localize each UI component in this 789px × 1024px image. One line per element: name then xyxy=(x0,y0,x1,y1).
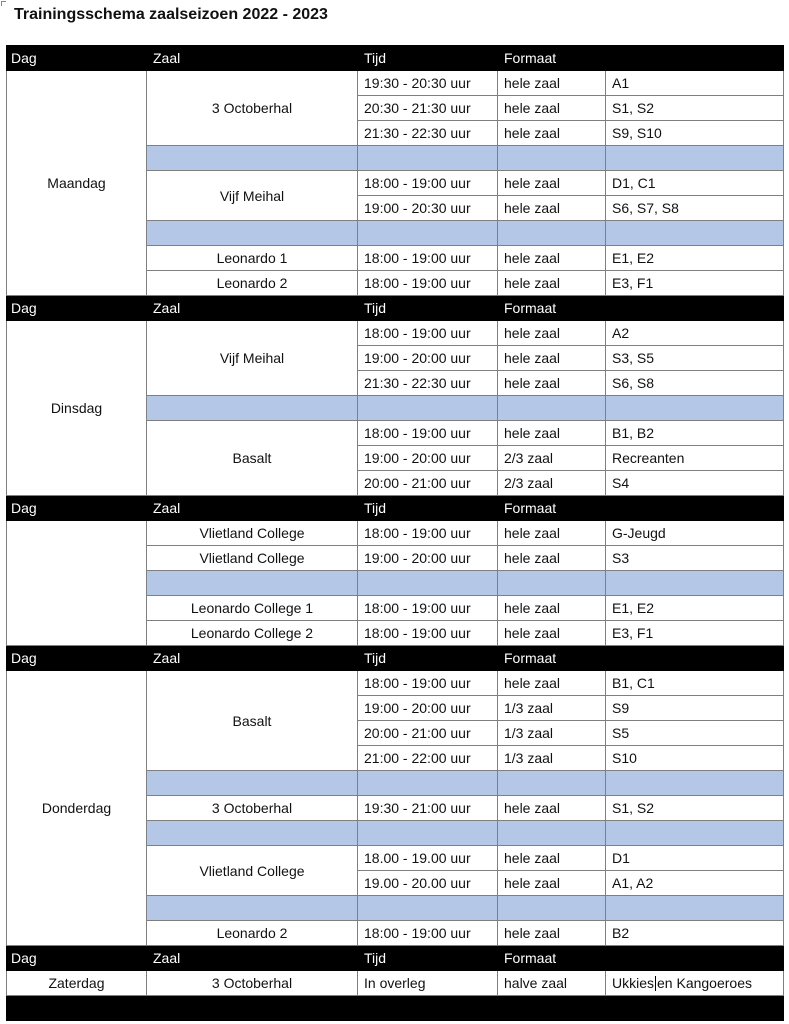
format-cell: hele zaal xyxy=(498,71,606,96)
text-cursor xyxy=(655,976,656,991)
group-text-a: Ukkies xyxy=(612,974,655,991)
header-tijd: Tijd xyxy=(358,946,498,971)
hall-cell: Vijf Meihal xyxy=(147,321,358,396)
format-cell: hele zaal xyxy=(498,521,606,546)
time-cell: 21:30 - 22:30 uur xyxy=(358,371,498,396)
format-cell: hele zaal xyxy=(498,671,606,696)
group-cell: S6, S8 xyxy=(606,371,784,396)
table-row xyxy=(7,671,784,696)
hall-cell: Basalt xyxy=(147,421,358,496)
header-tijd: Tijd xyxy=(358,296,498,321)
hall-cell: Vlietland College xyxy=(147,546,358,571)
day-cell-dinsdag: Dinsdag xyxy=(7,321,147,496)
time-cell: 20:30 - 21:30 uur xyxy=(358,96,498,121)
hall-cell: Leonardo 2 xyxy=(147,921,358,946)
format-cell: hele zaal xyxy=(498,421,606,446)
header-formaat: Formaat xyxy=(498,496,784,521)
group-cell: S9, S10 xyxy=(606,121,784,146)
group-cell: S4 xyxy=(606,471,784,496)
header-formaat: Formaat xyxy=(498,946,784,971)
time-cell: 18:00 - 19:00 uur xyxy=(358,671,498,696)
time-cell: 18:00 - 19:00 uur xyxy=(358,596,498,621)
group-cell: G-Jeugd xyxy=(606,521,784,546)
header-row xyxy=(7,46,784,71)
header-dag: Dag xyxy=(7,946,147,971)
time-cell: 20:00 - 21:00 uur xyxy=(358,471,498,496)
time-cell: 19:00 - 20:00 uur xyxy=(358,546,498,571)
time-cell: 19.00 - 20.00 uur xyxy=(358,871,498,896)
time-cell: 19:00 - 20:30 uur xyxy=(358,196,498,221)
group-cell: S3 xyxy=(606,546,784,571)
time-cell: 19:30 - 20:30 uur xyxy=(358,71,498,96)
header-formaat: Formaat xyxy=(498,296,784,321)
format-cell: hele zaal xyxy=(498,796,606,821)
time-cell: 18:00 - 19:00 uur xyxy=(358,421,498,446)
format-cell: 1/3 zaal xyxy=(498,746,606,771)
header-zaal: Zaal xyxy=(147,46,358,71)
hall-cell: Leonardo College 1 xyxy=(147,596,358,621)
header-dag: Dag xyxy=(7,496,147,521)
header-formaat: Formaat xyxy=(498,46,784,71)
header-formaat: Formaat xyxy=(498,646,784,671)
hall-cell: 3 Octoberhal xyxy=(147,971,358,996)
format-cell: hele zaal xyxy=(498,321,606,346)
time-cell: 18:00 - 19:00 uur xyxy=(358,246,498,271)
group-cell: S1, S2 xyxy=(606,96,784,121)
time-cell: 18:00 - 19:00 uur xyxy=(358,621,498,646)
hall-cell: 3 Octoberhal xyxy=(147,796,358,821)
header-zaal: Zaal xyxy=(147,496,358,521)
format-cell: hele zaal xyxy=(498,346,606,371)
header-row xyxy=(7,646,784,671)
header-tijd: Tijd xyxy=(358,646,498,671)
time-cell: 18.00 - 19.00 uur xyxy=(358,846,498,871)
format-cell: 1/3 zaal xyxy=(498,696,606,721)
format-cell: hele zaal xyxy=(498,846,606,871)
hall-cell: Vlietland College xyxy=(147,846,358,896)
hall-cell: Leonardo College 2 xyxy=(147,621,358,646)
table-row xyxy=(7,321,784,346)
page-corner-mark xyxy=(1,1,6,6)
header-dag: Dag xyxy=(7,296,147,321)
format-cell: hele zaal xyxy=(498,96,606,121)
time-cell: 18:00 - 19:00 uur xyxy=(358,921,498,946)
time-cell: In overleg xyxy=(358,971,498,996)
group-cell: B2 xyxy=(606,921,784,946)
format-cell: hele zaal xyxy=(498,271,606,296)
time-cell: 19:30 - 21:00 uur xyxy=(358,796,498,821)
time-cell: 20:00 - 21:00 uur xyxy=(358,721,498,746)
format-cell: hele zaal xyxy=(498,121,606,146)
group-cell: S1, S2 xyxy=(606,796,784,821)
group-text-b: en Kangoeroes xyxy=(657,974,752,991)
format-cell: hele zaal xyxy=(498,171,606,196)
format-cell: hele zaal xyxy=(498,596,606,621)
header-row xyxy=(7,496,784,521)
format-cell: hele zaal xyxy=(498,196,606,221)
header-row xyxy=(7,946,784,971)
footer-bar xyxy=(7,996,784,1021)
format-cell: 1/3 zaal xyxy=(498,721,606,746)
time-cell: 19:00 - 20:00 uur xyxy=(358,696,498,721)
hall-cell: Vlietland College xyxy=(147,521,358,546)
hall-cell: Vijf Meihal xyxy=(147,171,358,221)
training-schedule-table xyxy=(6,45,784,1021)
day-cell-empty xyxy=(7,521,147,646)
group-cell: D1 xyxy=(606,846,784,871)
group-cell: E3, F1 xyxy=(606,621,784,646)
document-title: Trainingsschema zaalseizoen 2022 - 2023 xyxy=(14,6,328,23)
group-cell: E1, E2 xyxy=(606,596,784,621)
time-cell: 21:30 - 22:30 uur xyxy=(358,121,498,146)
time-cell: 21:00 - 22:00 uur xyxy=(358,746,498,771)
format-cell: hele zaal xyxy=(498,546,606,571)
group-cell: D1, C1 xyxy=(606,171,784,196)
hall-cell: Leonardo 2 xyxy=(147,271,358,296)
hall-cell: Basalt xyxy=(147,671,358,771)
group-cell: E1, E2 xyxy=(606,246,784,271)
group-cell: B1, C1 xyxy=(606,671,784,696)
time-cell: 18:00 - 19:00 uur xyxy=(358,321,498,346)
group-cell: Recreanten xyxy=(606,446,784,471)
header-tijd: Tijd xyxy=(358,46,498,71)
format-cell: hele zaal xyxy=(498,371,606,396)
time-cell: 18:00 - 19:00 uur xyxy=(358,271,498,296)
header-row xyxy=(7,296,784,321)
format-cell: hele zaal xyxy=(498,246,606,271)
group-cell: B1, B2 xyxy=(606,421,784,446)
group-cell: S5 xyxy=(606,721,784,746)
table-row xyxy=(7,71,784,96)
format-cell: hele zaal xyxy=(498,921,606,946)
format-cell: 2/3 zaal xyxy=(498,446,606,471)
group-cell: S10 xyxy=(606,746,784,771)
header-zaal: Zaal xyxy=(147,296,358,321)
group-cell: A1, A2 xyxy=(606,871,784,896)
time-cell: 18:00 - 19:00 uur xyxy=(358,171,498,196)
day-cell-donderdag: Donderdag xyxy=(7,671,147,946)
time-cell: 19:00 - 20:00 uur xyxy=(358,346,498,371)
time-cell: 18:00 - 19:00 uur xyxy=(358,521,498,546)
hall-cell: Leonardo 1 xyxy=(147,246,358,271)
group-cell: A2 xyxy=(606,321,784,346)
table-row xyxy=(7,971,784,996)
format-cell: halve zaal xyxy=(498,971,606,996)
group-cell: S6, S7, S8 xyxy=(606,196,784,221)
header-zaal: Zaal xyxy=(147,946,358,971)
header-dag: Dag xyxy=(7,46,147,71)
day-cell-maandag: Maandag xyxy=(7,71,147,296)
format-cell: hele zaal xyxy=(498,621,606,646)
day-cell-zaterdag: Zaterdag xyxy=(7,971,147,996)
header-zaal: Zaal xyxy=(147,646,358,671)
group-cell: S3, S5 xyxy=(606,346,784,371)
hall-cell: 3 Octoberhal xyxy=(147,71,358,146)
table-row xyxy=(7,521,784,546)
group-cell: E3, F1 xyxy=(606,271,784,296)
format-cell: 2/3 zaal xyxy=(498,471,606,496)
header-tijd: Tijd xyxy=(358,496,498,521)
format-cell: hele zaal xyxy=(498,871,606,896)
group-cell: A1 xyxy=(606,71,784,96)
time-cell: 19:00 - 20:00 uur xyxy=(358,446,498,471)
header-dag: Dag xyxy=(7,646,147,671)
group-cell-zaterdag[interactable] xyxy=(606,971,784,996)
group-cell: S9 xyxy=(606,696,784,721)
